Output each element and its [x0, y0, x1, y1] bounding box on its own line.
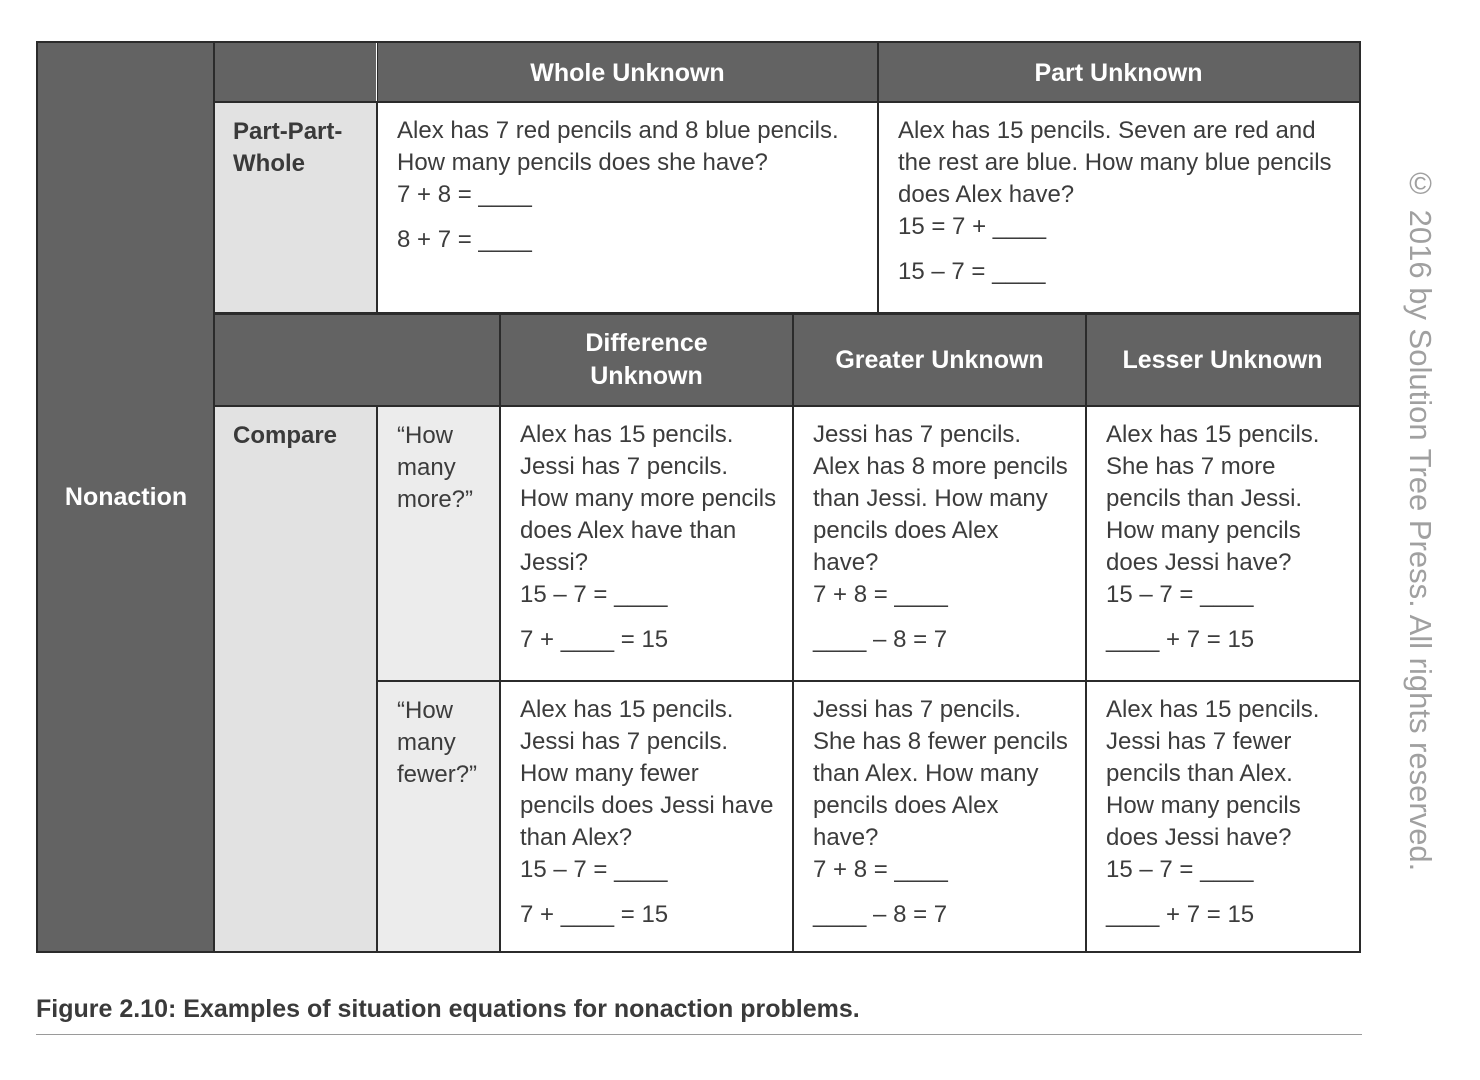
divider-compare-header-top — [214, 312, 1359, 315]
cell-ppw-whole-unknown — [377, 102, 878, 313]
cell-ppw-part-unknown — [878, 102, 1359, 313]
equation-1: 7 + 8 = ____ — [813, 856, 948, 883]
category-label: Nonaction — [64, 483, 188, 511]
cell-more-lesser-unknown — [1086, 406, 1359, 681]
divider-compare-header-bottom — [214, 405, 1359, 407]
story-text: Alex has 15 pencils. Jessi has 7 pencils. How many more pencils does Alex have than Jessi? — [520, 421, 777, 576]
header-greater-unknown: Greater Unknown — [793, 313, 1086, 406]
divider-ppw-middle — [877, 43, 879, 313]
equation-1: 15 – 7 = ____ — [520, 581, 668, 608]
divider-ppw-header — [214, 101, 1359, 103]
equation-1: 15 = 7 + ____ — [898, 213, 1047, 240]
equation-2: 7 + ____ = 15 — [520, 901, 669, 928]
equation-2: 15 – 7 = ____ — [898, 258, 1046, 285]
row-label-part-part-whole: Part-Part-Whole — [214, 102, 377, 313]
story-text: Alex has 15 pencils. She has 7 more pencils than Jessi. How many pencils does Jessi have? — [1106, 421, 1320, 576]
cell-more-difference-unknown — [500, 406, 793, 681]
equation-2: ____ – 8 = 7 — [813, 901, 948, 928]
equation-1: 7 + 8 = ____ — [397, 181, 532, 208]
header-lesser-unknown: Lesser Unknown — [1086, 313, 1359, 406]
equation-2: ____ + 7 = 15 — [1106, 626, 1255, 653]
equation-2: ____ – 8 = 7 — [813, 626, 948, 653]
question-how-many-more: “How many more?” — [377, 406, 500, 681]
situation-equations-table — [36, 41, 1361, 953]
equation-2: 7 + ____ = 15 — [520, 626, 669, 653]
equation-1: 15 – 7 = ____ — [520, 856, 668, 883]
equation-2: 8 + 7 = ____ — [397, 226, 532, 253]
divider-header-label — [376, 43, 377, 102]
cell-fewer-lesser-unknown — [1086, 681, 1359, 951]
category-nonaction-cell — [38, 43, 214, 951]
story-text: Alex has 15 pencils. Seven are red and the rest are blue. How many blue pencils does Alex have? — [898, 117, 1332, 208]
equation-1: 15 – 7 = ____ — [1106, 856, 1254, 883]
compare-header-blank — [214, 313, 500, 406]
divider-compare-rows — [377, 680, 1359, 682]
story-text: Alex has 15 pencils. Jessi has 7 pencils. How many fewer pencils does Jessi have than Alex? — [520, 696, 774, 851]
equation-2: ____ + 7 = 15 — [1106, 901, 1255, 928]
cell-fewer-greater-unknown — [793, 681, 1086, 951]
divider-compare-col3 — [1085, 313, 1087, 951]
divider-compare-label — [376, 406, 378, 951]
cell-fewer-difference-unknown — [500, 681, 793, 951]
header-difference-unknown: Difference Unknown — [500, 313, 793, 406]
story-text: Alex has 15 pencils. Jessi has 7 fewer pencils than Alex. How many pencils does Jessi have? — [1106, 696, 1320, 851]
equation-1: 15 – 7 = ____ — [1106, 581, 1254, 608]
divider-compare-col2 — [792, 313, 794, 951]
header-whole-unknown: Whole Unknown — [377, 43, 878, 102]
figure-caption: Figure 2.10: Examples of situation equations for nonaction problems. — [36, 995, 860, 1023]
story-text: Jessi has 7 pencils. She has 8 fewer pencils than Alex. How many pencils does Alex have? — [813, 696, 1068, 851]
caption-rule — [36, 1034, 1362, 1035]
ppw-header-blank — [214, 43, 377, 102]
header-part-unknown: Part Unknown — [878, 43, 1359, 102]
story-text: Alex has 7 red pencils and 8 blue pencils. How many pencils does she have? — [397, 117, 839, 176]
equation-1: 7 + 8 = ____ — [813, 581, 948, 608]
divider-compare-col1 — [499, 313, 501, 951]
copyright-notice: © 2016 by Solution Tree Press. All rights reserved. — [1403, 166, 1438, 872]
divider-category — [213, 43, 215, 951]
story-text: Jessi has 7 pencils. Alex has 8 more pencils than Jessi. How many pencils does Alex have? — [813, 421, 1068, 576]
question-how-many-fewer: “How many fewer?” — [377, 681, 500, 951]
cell-more-greater-unknown — [793, 406, 1086, 681]
row-label-compare: Compare — [214, 406, 377, 951]
